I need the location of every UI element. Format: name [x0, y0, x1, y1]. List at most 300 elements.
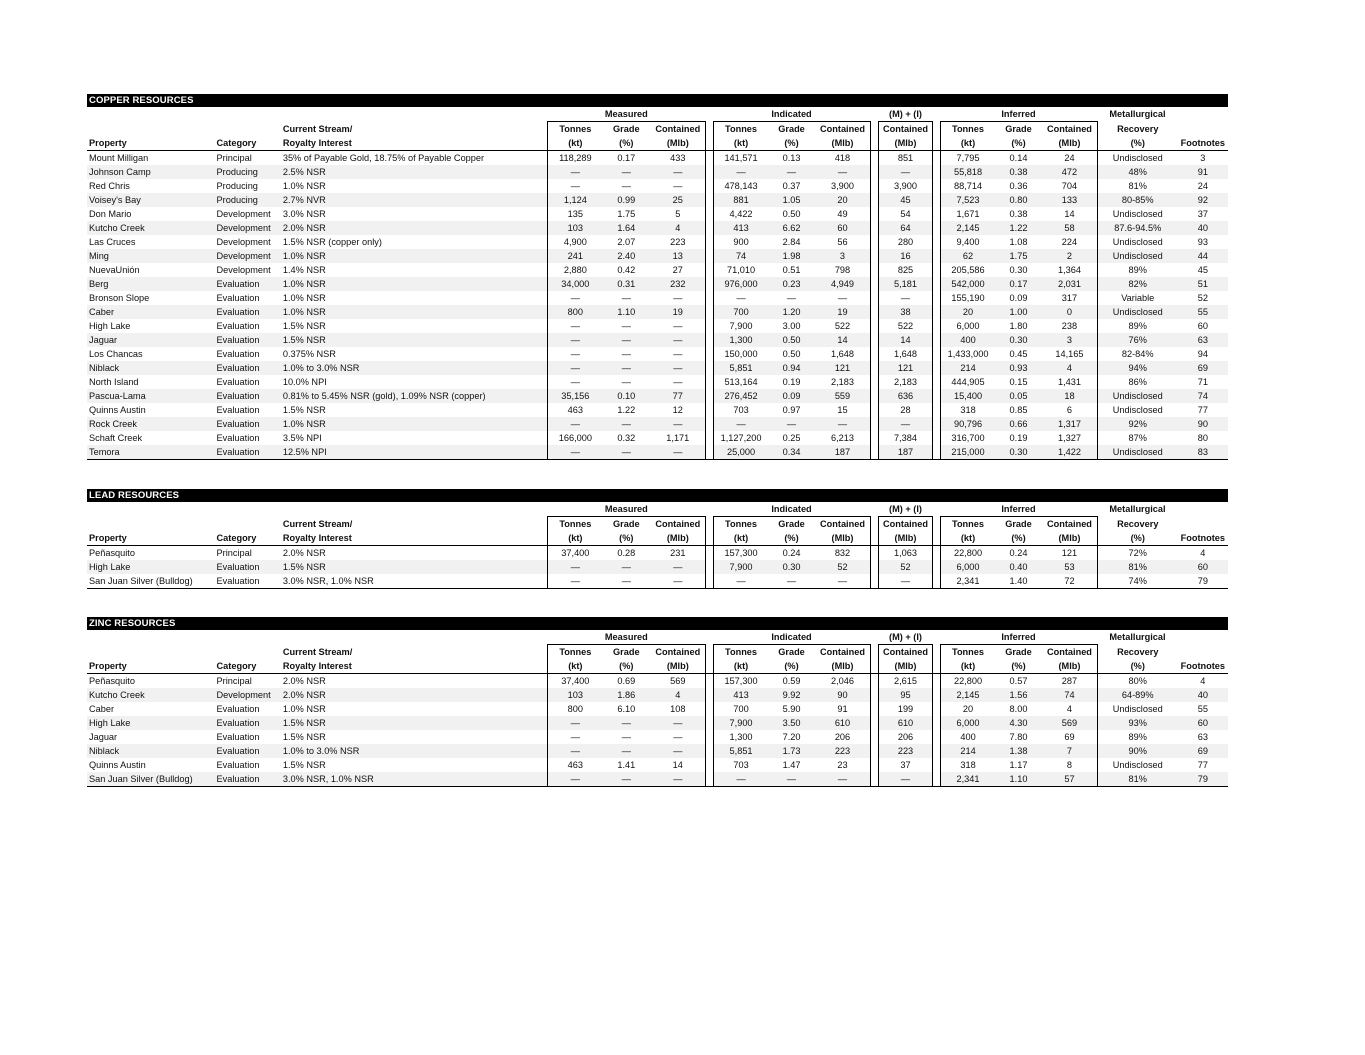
table-cell: — [714, 165, 768, 179]
table-cell: Evaluation [215, 333, 281, 347]
table-cell: 7,384 [878, 431, 932, 445]
lead-resources-section [87, 489, 1228, 589]
table-cell: — [602, 165, 650, 179]
table-cell: — [768, 772, 815, 787]
copper-resources-table [87, 107, 1228, 460]
table-cell: 522 [878, 319, 932, 333]
table-cell: — [650, 347, 705, 361]
header-unit: (Mlb) [815, 659, 870, 674]
table-cell: 800 [548, 702, 602, 716]
table-cell: 14 [878, 333, 932, 347]
table-cell: 34,000 [548, 277, 602, 291]
table-cell: Undisclosed [1112, 405, 1163, 415]
table-cell: 81% [1128, 181, 1147, 191]
table-cell: 1,124 [548, 193, 602, 207]
table-row [87, 221, 1228, 235]
table-row [87, 347, 1228, 361]
table-cell: 93% [1097, 716, 1177, 730]
header-tonnes: Tonnes [941, 517, 995, 532]
header-tonnes: Tonnes [714, 122, 768, 137]
section-title: LEAD RESOURCES [87, 489, 1228, 502]
table-row [87, 235, 1228, 249]
table-cell: Principal [216, 153, 252, 163]
table-row [87, 674, 1228, 689]
table-cell: — [548, 772, 602, 787]
table-cell: 2.7% NVR [281, 193, 547, 207]
table-cell: 40 [1178, 221, 1228, 235]
table-cell: 56 [815, 235, 870, 249]
header-group-measured: Measured [604, 632, 648, 642]
header-contained: Contained [815, 645, 870, 660]
table-cell: — [602, 744, 650, 758]
table-cell: 522 [815, 319, 870, 333]
table-cell: 121 [1042, 546, 1097, 561]
table-cell: 5,851 [714, 361, 768, 375]
table-cell: 121 [878, 361, 932, 375]
table-cell: 1.4% NSR [282, 265, 326, 275]
table-cell: 1.05 [768, 193, 815, 207]
header-unit: (%) [768, 136, 815, 151]
table-cell: 976,000 [714, 277, 768, 291]
table-cell: — [714, 417, 768, 431]
table-cell: 223 [878, 744, 932, 758]
table-cell: 4 [650, 221, 705, 235]
table-cell: 0.09 [1009, 293, 1028, 303]
table-cell: Development [215, 221, 281, 235]
table-cell: 187 [815, 445, 870, 460]
table-cell: Undisclosed [1112, 209, 1163, 219]
table-cell: 463 [548, 403, 602, 417]
table-header-row [87, 122, 1228, 137]
table-cell: 1.5% NSR [281, 560, 547, 574]
header-stream-line1: Current Stream/ [282, 123, 353, 134]
table-cell: 0.14 [1009, 153, 1028, 163]
table-cell: 0.31 [602, 277, 650, 291]
table-cell: 0.50 [782, 209, 801, 219]
table-cell: — [815, 165, 870, 179]
table-cell: — [714, 291, 768, 305]
header-tonnes: Tonnes [941, 645, 995, 660]
table-cell: 569 [1042, 716, 1097, 730]
table-cell: 7,900 [714, 716, 768, 730]
table-cell: — [650, 716, 705, 730]
table-cell: 1,127,200 [714, 431, 768, 445]
table-cell: 45 [878, 193, 932, 207]
table-cell: 44 [1178, 249, 1228, 263]
table-cell: 4 [1200, 676, 1206, 686]
table-cell: 19 [815, 305, 870, 319]
header-unit: (%) [995, 136, 1042, 151]
table-cell: — [548, 179, 602, 193]
header-property: Property [87, 531, 215, 546]
table-cell: 0.50 [782, 349, 801, 359]
table-cell: — [815, 574, 870, 589]
table-cell: 77 [1197, 405, 1208, 415]
table-cell: 224 [1042, 235, 1097, 249]
table-cell: 703 [714, 758, 768, 772]
header-unit: (Mlb) [815, 136, 870, 151]
table-cell: — [878, 417, 932, 431]
table-cell: — [786, 293, 797, 303]
table-cell: 1.0% NSR [282, 181, 326, 191]
table-row [87, 758, 1228, 772]
header-contained: Contained [1042, 517, 1097, 532]
table-cell: 1.80 [1009, 321, 1028, 331]
table-cell: Evaluation [216, 349, 260, 359]
header-group-inferred: Inferred [1001, 632, 1036, 642]
table-cell: 1.0% NSR [282, 293, 326, 303]
table-cell: 1,327 [1042, 431, 1097, 445]
table-cell: — [548, 375, 602, 389]
table-cell: 63 [1178, 333, 1228, 347]
header-recovery: Recovery [1117, 646, 1159, 657]
table-cell: — [548, 291, 602, 305]
header-group-measured-indicated: (M) + (I) [889, 632, 922, 642]
table-cell: 316,700 [941, 431, 995, 445]
table-cell: 22,800 [941, 674, 995, 689]
table-cell: 80 [1197, 433, 1208, 443]
table-cell: 69 [1178, 361, 1228, 375]
table-cell: Variable [1121, 293, 1155, 303]
table-cell: 6.62 [768, 221, 815, 235]
zinc-resources-table [87, 630, 1228, 787]
table-cell: — [650, 291, 705, 305]
table-cell: 6,000 [941, 319, 995, 333]
table-cell: 91 [1178, 165, 1228, 179]
table-cell: 1,300 [714, 333, 768, 347]
table-cell: Los Chancas [89, 349, 143, 359]
table-cell: 280 [878, 235, 932, 249]
table-cell: 610 [878, 716, 932, 730]
table-cell: 2 [1042, 249, 1097, 263]
header-stream-line1: Current Stream/ [282, 646, 353, 657]
table-cell: 1.0% to 3.0% NSR [281, 361, 547, 375]
table-row [87, 417, 1228, 431]
table-cell: 1.0% NSR [282, 704, 326, 714]
table-cell: 88,714 [941, 179, 995, 193]
header-unit: (Mlb) [650, 659, 705, 674]
header-grade: Grade [602, 122, 650, 137]
header-grade: Grade [768, 122, 815, 137]
table-cell: Principal [216, 676, 252, 686]
header-group-measured: Measured [604, 109, 648, 119]
header-group-indicated: Indicated [771, 632, 812, 642]
table-cell: — [650, 333, 705, 347]
table-cell: 15,400 [941, 389, 995, 403]
table-cell: 1.38 [995, 744, 1042, 758]
table-cell: 37,400 [548, 546, 602, 561]
header-grade: Grade [995, 122, 1042, 137]
table-cell: 80% [1128, 676, 1147, 686]
table-cell: 413 [714, 688, 768, 702]
table-cell: Berg [87, 277, 215, 291]
table-cell: 103 [548, 221, 602, 235]
table-cell: 35% of Payable Gold, 18.75% of Payable Copper [282, 153, 485, 163]
header-unit: (kt) [714, 136, 768, 151]
header-recovery: Recovery [1117, 123, 1159, 134]
table-cell: 55 [1178, 305, 1228, 319]
table-cell: 6,213 [815, 431, 870, 445]
table-cell: 12.5% NPI [281, 445, 547, 460]
table-cell: 103 [548, 688, 602, 702]
table-cell: 69 [1178, 744, 1228, 758]
header-metallurgical: Metallurgical [1109, 504, 1166, 515]
header-unit: (Mlb) [878, 531, 932, 546]
header-contained: Contained [815, 517, 870, 532]
table-cell: 2,145 [941, 688, 995, 702]
table-cell: 118,289 [548, 151, 602, 166]
table-cell: Undisclosed [1112, 153, 1163, 163]
table-cell: 20 [941, 305, 995, 319]
table-cell: 215,000 [941, 445, 995, 460]
table-cell: 0.23 [768, 277, 815, 291]
table-cell: 87% [1128, 433, 1147, 443]
table-cell: 24 [1042, 151, 1097, 166]
table-row [87, 165, 1228, 179]
table-cell: 2.0% NSR [282, 676, 326, 686]
header-unit: (kt) [548, 531, 602, 546]
header-unit: (kt) [941, 659, 995, 674]
table-row [87, 263, 1228, 277]
table-cell: 4 [650, 688, 705, 702]
header-unit: (kt) [714, 531, 768, 546]
table-cell: 1,431 [1042, 375, 1097, 389]
header-metallurgical: Metallurgical [1109, 632, 1166, 643]
table-cell: Quinns Austin [89, 760, 146, 770]
table-cell: 1,300 [714, 730, 768, 744]
table-cell: 74 [1042, 688, 1097, 702]
table-cell: 0.13 [782, 153, 801, 163]
table-cell: 0.19 [782, 377, 801, 387]
table-cell: 27 [650, 263, 705, 277]
table-cell: 79 [1178, 772, 1228, 787]
table-cell: Evaluation [215, 417, 281, 431]
table-cell: 76% [1097, 333, 1177, 347]
table-cell: 559 [815, 389, 870, 403]
header-unit: (kt) [714, 659, 768, 674]
table-cell: 478,143 [714, 179, 768, 193]
table-cell: — [878, 772, 932, 787]
header-unit: (%) [1097, 531, 1177, 546]
table-cell: 1,364 [1042, 263, 1097, 277]
header-contained: Contained [650, 517, 705, 532]
table-cell: 37 [878, 758, 932, 772]
header-unit: (Mlb) [1042, 531, 1097, 546]
table-cell: — [548, 445, 602, 460]
table-cell: 2.5% NSR [281, 165, 547, 179]
table-cell: 58 [1042, 221, 1097, 235]
table-cell: 318 [941, 403, 995, 417]
table-cell: 1.08 [1009, 237, 1028, 247]
table-cell: 69 [1042, 730, 1097, 744]
table-cell: 52 [878, 560, 932, 574]
table-cell: Evaluation [215, 744, 281, 758]
table-row [87, 305, 1228, 319]
header-stream-line2: Royalty Interest [281, 531, 547, 546]
header-tonnes: Tonnes [714, 645, 768, 660]
table-cell: 28 [878, 403, 932, 417]
table-cell: 0.28 [617, 548, 636, 558]
table-cell: Evaluation [215, 716, 281, 730]
table-cell: — [602, 560, 650, 574]
table-row [87, 403, 1228, 417]
table-cell: 5 [650, 207, 705, 221]
copper-resources-section [87, 94, 1228, 460]
table-cell: 79 [1178, 574, 1228, 589]
table-cell: 63 [1197, 732, 1208, 742]
table-cell: 0.97 [782, 405, 801, 415]
table-cell: 0.80 [995, 193, 1042, 207]
table-cell: 900 [714, 235, 768, 249]
table-cell: 60 [1178, 716, 1228, 730]
table-cell: Undisclosed [1097, 445, 1177, 460]
table-cell: 141,571 [714, 151, 768, 166]
table-cell: 1.5% NSR [282, 760, 326, 770]
table-cell: Evaluation [215, 560, 281, 574]
table-header-row [87, 107, 1228, 122]
table-cell: 37,400 [548, 674, 602, 689]
header-property: Property [87, 659, 215, 674]
table-cell: 48% [1097, 165, 1177, 179]
table-cell: 1.47 [782, 760, 801, 770]
header-category: Category [215, 659, 281, 674]
table-cell: 3.0% NSR, 1.0% NSR [281, 574, 547, 589]
table-cell: 2.07 [617, 237, 636, 247]
table-row [87, 151, 1228, 166]
table-cell: 6.10 [617, 704, 636, 714]
table-cell: 74% [1097, 574, 1177, 589]
table-cell: — [602, 716, 650, 730]
section-title: ZINC RESOURCES [87, 617, 1228, 630]
table-cell: 62 [941, 249, 995, 263]
table-cell: 2,341 [941, 574, 995, 589]
table-cell: 14,165 [1042, 347, 1097, 361]
table-cell: 1.5% NSR [281, 716, 547, 730]
table-cell: 22,800 [941, 546, 995, 561]
table-cell: 90,796 [941, 417, 995, 431]
table-cell: 1.56 [995, 688, 1042, 702]
table-cell: 3 [815, 249, 870, 263]
table-cell: Producing [215, 193, 281, 207]
table-cell: — [548, 574, 602, 589]
table-cell: Development [215, 688, 281, 702]
table-cell: 542,000 [941, 277, 995, 291]
table-header-row [87, 531, 1228, 546]
table-cell: Evaluation [215, 445, 281, 460]
table-cell: 0.375% NSR [282, 349, 336, 359]
table-cell: 60 [815, 221, 870, 235]
header-unit: (Mlb) [1042, 659, 1097, 674]
table-cell: 77 [1197, 760, 1208, 770]
table-cell: 14 [815, 333, 870, 347]
table-cell: 8 [1042, 758, 1097, 772]
header-category: Category [215, 136, 281, 151]
table-cell: 15 [815, 403, 870, 417]
header-tonnes: Tonnes [548, 122, 602, 137]
table-cell: 1,648 [815, 347, 870, 361]
table-cell: 52 [815, 560, 870, 574]
table-cell: 49 [815, 207, 870, 221]
table-cell: Mount Milligan [89, 153, 149, 163]
table-cell: — [548, 560, 602, 574]
table-cell: 1.10 [602, 305, 650, 319]
table-cell: — [548, 744, 602, 758]
header-footnotes: Footnotes [1178, 531, 1228, 546]
table-cell: Undisclosed [1112, 760, 1163, 770]
table-cell: 108 [650, 702, 705, 716]
table-cell: Quinns Austin [89, 405, 146, 415]
header-grade: Grade [602, 645, 650, 660]
header-unit: (%) [995, 659, 1042, 674]
header-group-inferred: Inferred [1001, 109, 1036, 119]
table-cell: — [621, 293, 631, 303]
table-cell: 2.84 [782, 237, 801, 247]
table-cell: 7,523 [941, 193, 995, 207]
header-grade: Grade [768, 517, 815, 532]
table-cell: Jaguar [89, 732, 118, 742]
table-cell: 2.0% NSR [281, 221, 547, 235]
header-grade: Grade [768, 645, 815, 660]
table-cell: — [602, 574, 650, 589]
table-row [87, 560, 1228, 574]
table-row [87, 744, 1228, 758]
header-unit: (%) [602, 531, 650, 546]
table-cell: 0.45 [1009, 349, 1028, 359]
header-unit: (%) [1097, 659, 1177, 674]
table-cell: 1.0% NSR [281, 305, 547, 319]
table-cell: 433 [650, 151, 705, 166]
table-cell: 71 [1197, 377, 1208, 387]
table-cell: 72% [1128, 548, 1147, 558]
table-row [87, 291, 1228, 305]
header-unit: (Mlb) [650, 531, 705, 546]
table-cell: — [621, 321, 631, 331]
table-cell: 81% [1097, 560, 1177, 574]
table-cell: 157,300 [714, 674, 768, 689]
table-cell: 413 [714, 221, 768, 235]
table-cell: Caber [87, 305, 215, 319]
table-cell: 94 [1197, 349, 1208, 359]
table-cell: 90% [1097, 744, 1177, 758]
table-cell: 3,900 [878, 179, 932, 193]
table-cell: 135 [548, 207, 602, 221]
header-contained: Contained [815, 122, 870, 137]
table-cell: — [878, 574, 932, 589]
header-property: Property [87, 136, 215, 151]
table-cell: 1.0% NSR [281, 249, 547, 263]
table-row [87, 772, 1228, 787]
table-cell: Caber [89, 704, 115, 714]
table-cell: 2.0% NSR [282, 548, 326, 558]
table-cell: 0.66 [995, 417, 1042, 431]
header-tonnes: Tonnes [941, 122, 995, 137]
table-cell: 3.5% NPI [282, 433, 322, 443]
table-cell: 1,317 [1042, 417, 1097, 431]
table-cell: 19 [650, 305, 705, 319]
table-cell: 23 [815, 758, 870, 772]
table-cell: 82% [1097, 277, 1177, 291]
table-cell: 64 [878, 221, 932, 235]
table-cell: 4.30 [995, 716, 1042, 730]
table-cell: 4,900 [548, 235, 602, 249]
table-row [87, 277, 1228, 291]
table-cell: 0.36 [1009, 181, 1028, 191]
table-cell: 0.34 [768, 445, 815, 460]
table-cell: Jaguar [87, 333, 215, 347]
table-cell: 700 [714, 305, 768, 319]
table-cell: 223 [650, 235, 705, 249]
table-cell: 55,818 [941, 165, 995, 179]
